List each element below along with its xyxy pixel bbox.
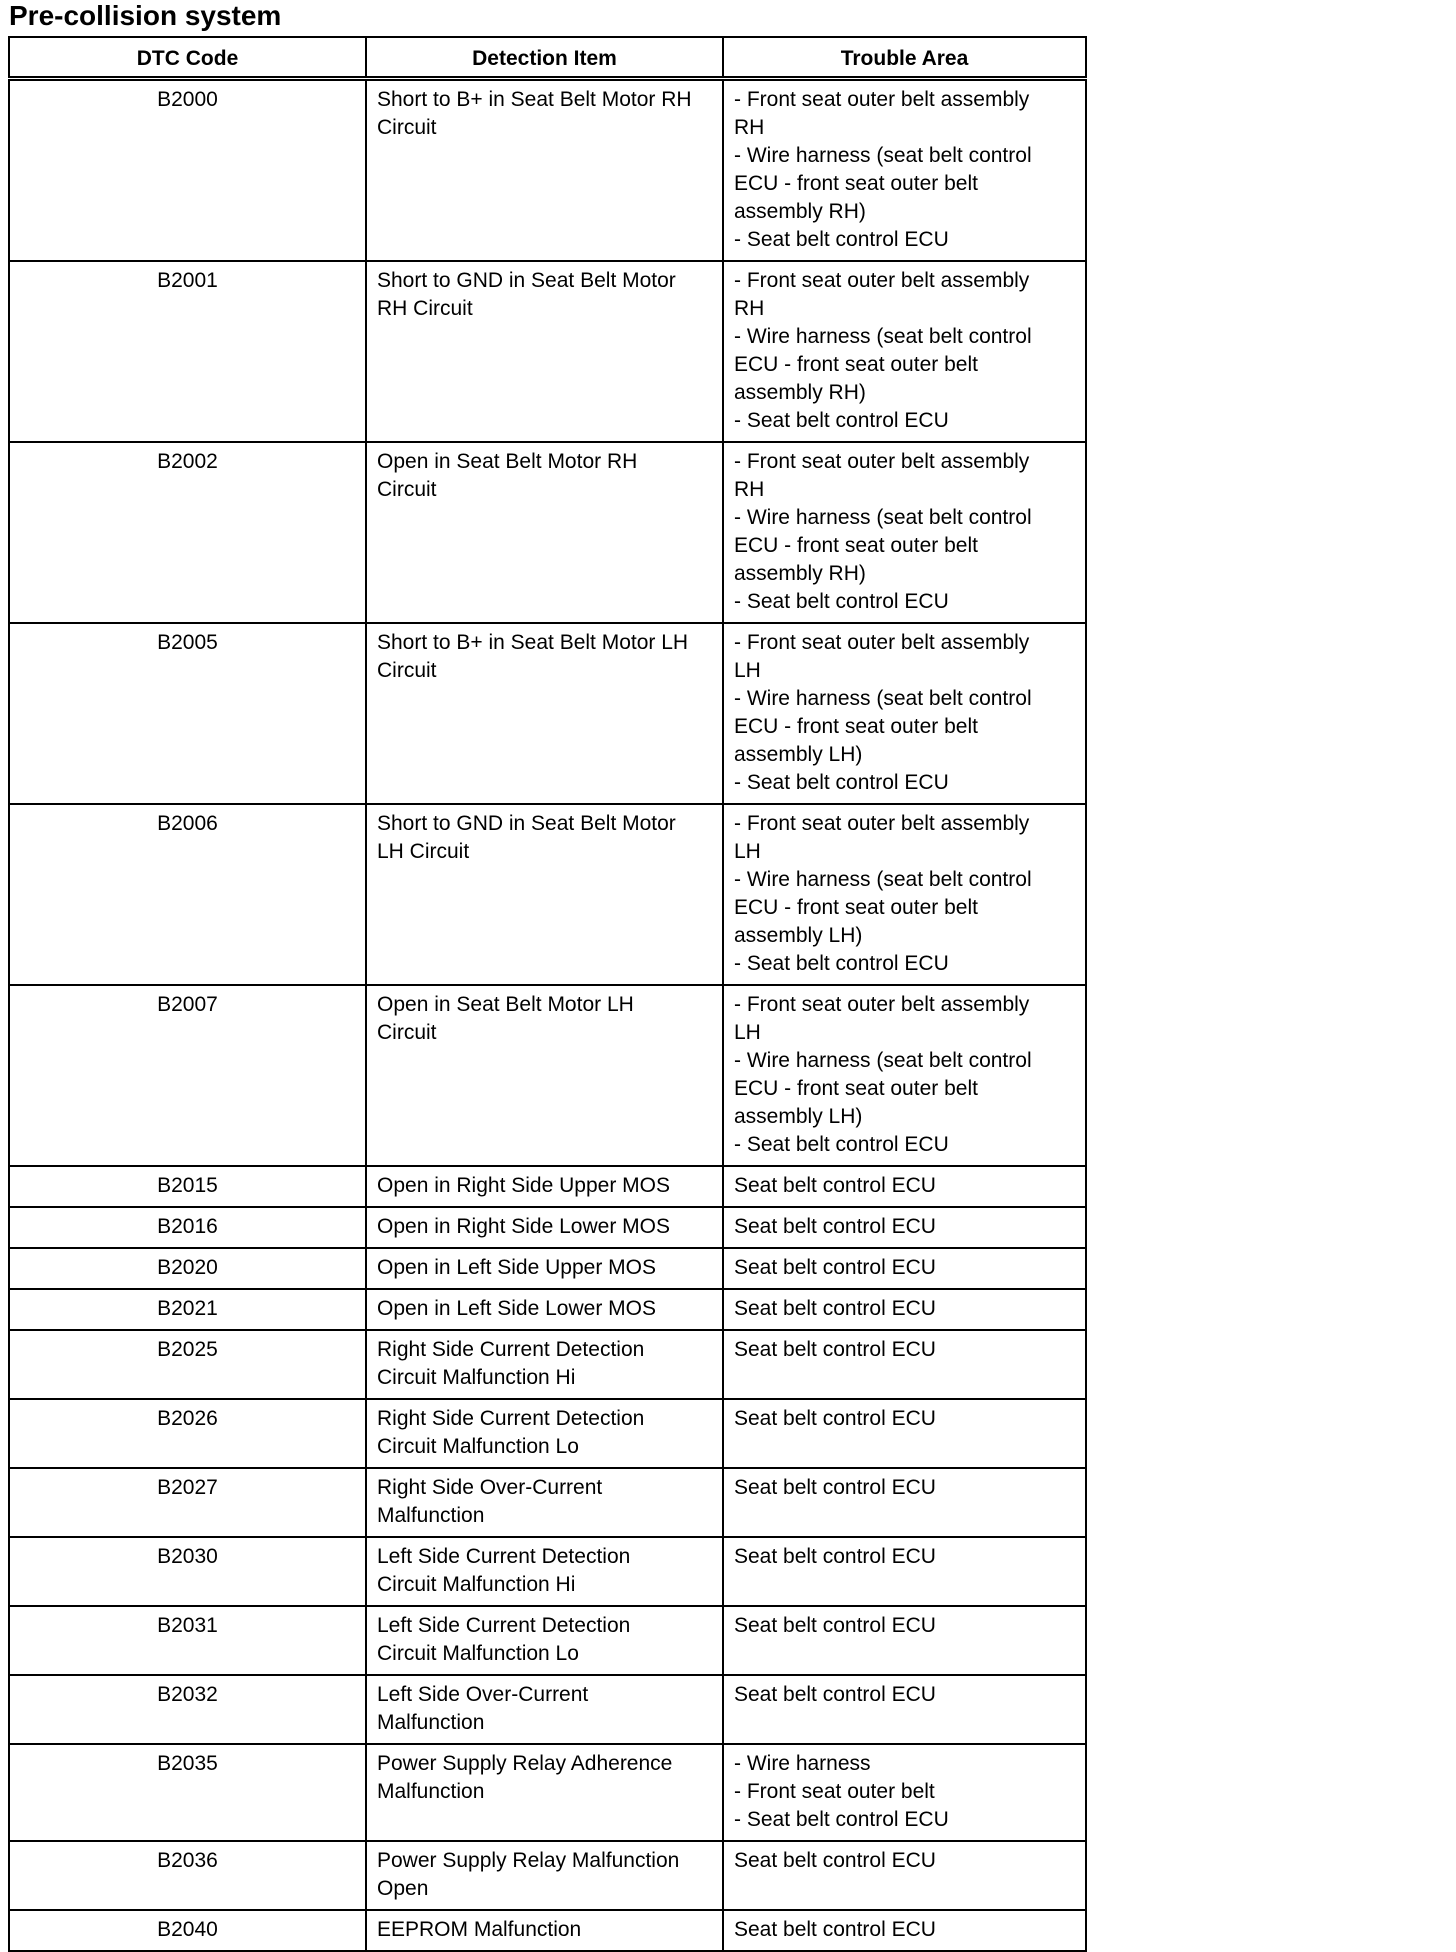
trouble-area-line: - Front seat outer belt assembly bbox=[734, 450, 1030, 473]
trouble-area-line: RH bbox=[734, 478, 765, 501]
table-row bbox=[9, 1606, 1086, 1675]
header-row bbox=[9, 37, 1086, 79]
dtc-code-cell: B2027 bbox=[9, 1468, 366, 1537]
trouble-area-line: ECU - front seat outer belt bbox=[734, 1077, 978, 1100]
detection-item-cell bbox=[366, 1841, 723, 1910]
detection-item-line: Right Side Current Detection bbox=[377, 1338, 645, 1361]
detection-item-line: Open bbox=[377, 1877, 429, 1900]
trouble-area-line: Seat belt control ECU bbox=[734, 1614, 936, 1637]
trouble-area-line: - Seat belt control ECU bbox=[734, 228, 949, 251]
detection-item-cell bbox=[366, 1330, 723, 1399]
trouble-area-line: ECU - front seat outer belt bbox=[734, 534, 978, 557]
dtc-table bbox=[8, 36, 1087, 1952]
trouble-area-line: Seat belt control ECU bbox=[734, 1297, 936, 1320]
trouble-area-line: - Front seat outer belt assembly bbox=[734, 269, 1030, 292]
trouble-area-cell bbox=[723, 1207, 1086, 1248]
trouble-area-cell bbox=[723, 985, 1086, 1166]
trouble-area-line: - Wire harness (seat belt control bbox=[734, 1049, 1032, 1072]
trouble-area-line: - Seat belt control ECU bbox=[734, 590, 949, 613]
trouble-area-line: assembly RH) bbox=[734, 381, 866, 404]
dtc-code-cell: B2025 bbox=[9, 1330, 366, 1399]
header-trouble-area: Trouble Area bbox=[723, 37, 1086, 79]
detection-item-cell bbox=[366, 1207, 723, 1248]
trouble-area-line: - Seat belt control ECU bbox=[734, 1133, 949, 1156]
trouble-area-line: RH bbox=[734, 116, 765, 139]
trouble-area-line: - Front seat outer belt assembly bbox=[734, 88, 1030, 111]
table-row bbox=[9, 1399, 1086, 1468]
trouble-area-line: assembly LH) bbox=[734, 924, 863, 947]
trouble-area-line: - Front seat outer belt assembly bbox=[734, 993, 1030, 1016]
dtc-code-cell: B2020 bbox=[9, 1248, 366, 1289]
trouble-area-cell bbox=[723, 1248, 1086, 1289]
dtc-code-cell: B2016 bbox=[9, 1207, 366, 1248]
table-row bbox=[9, 985, 1086, 1166]
table-row bbox=[9, 1675, 1086, 1744]
trouble-area-line: Seat belt control ECU bbox=[734, 1683, 936, 1706]
detection-item-line: RH Circuit bbox=[377, 297, 473, 320]
trouble-area-line: Seat belt control ECU bbox=[734, 1849, 936, 1872]
trouble-area-line: - Wire harness (seat belt control bbox=[734, 868, 1032, 891]
trouble-area-line: ECU - front seat outer belt bbox=[734, 896, 978, 919]
detection-item-line: Open in Left Side Upper MOS bbox=[377, 1256, 656, 1279]
table-row bbox=[9, 1841, 1086, 1910]
table-row bbox=[9, 804, 1086, 985]
detection-item-line: Malfunction bbox=[377, 1780, 485, 1803]
trouble-area-cell bbox=[723, 1289, 1086, 1330]
detection-item-line: Circuit bbox=[377, 1021, 437, 1044]
detection-item-cell bbox=[366, 1289, 723, 1330]
trouble-area-line: - Wire harness (seat belt control bbox=[734, 506, 1032, 529]
trouble-area-line: - Seat belt control ECU bbox=[734, 771, 949, 794]
trouble-area-cell bbox=[723, 1744, 1086, 1841]
detection-item-cell bbox=[366, 79, 723, 262]
trouble-area-cell bbox=[723, 442, 1086, 623]
trouble-area-line: LH bbox=[734, 840, 761, 863]
table-row bbox=[9, 623, 1086, 804]
dtc-code-cell: B2005 bbox=[9, 623, 366, 804]
trouble-area-line: - Wire harness (seat belt control bbox=[734, 687, 1032, 710]
detection-item-cell bbox=[366, 1399, 723, 1468]
trouble-area-line: LH bbox=[734, 1021, 761, 1044]
detection-item-cell bbox=[366, 985, 723, 1166]
dtc-code-cell: B2040 bbox=[9, 1910, 366, 1951]
header-detection-item: Detection Item bbox=[366, 37, 723, 79]
trouble-area-cell bbox=[723, 1675, 1086, 1744]
detection-item-line: Short to B+ in Seat Belt Motor LH bbox=[377, 631, 689, 654]
trouble-area-cell bbox=[723, 261, 1086, 442]
detection-item-line: Open in Seat Belt Motor RH bbox=[377, 450, 638, 473]
detection-item-cell bbox=[366, 1248, 723, 1289]
detection-item-line: Left Side Current Detection bbox=[377, 1545, 631, 1568]
detection-item-cell bbox=[366, 1537, 723, 1606]
detection-item-cell bbox=[366, 1468, 723, 1537]
trouble-area-line: assembly LH) bbox=[734, 1105, 863, 1128]
detection-item-cell bbox=[366, 623, 723, 804]
trouble-area-cell bbox=[723, 1537, 1086, 1606]
detection-item-line: Circuit Malfunction Hi bbox=[377, 1573, 576, 1596]
trouble-area-cell bbox=[723, 1330, 1086, 1399]
dtc-code-cell: B2026 bbox=[9, 1399, 366, 1468]
trouble-area-line: - Seat belt control ECU bbox=[734, 1808, 949, 1831]
trouble-area-line: Seat belt control ECU bbox=[734, 1338, 936, 1361]
trouble-area-line: - Seat belt control ECU bbox=[734, 952, 949, 975]
detection-item-cell bbox=[366, 1675, 723, 1744]
trouble-area-line: - Wire harness (seat belt control bbox=[734, 144, 1032, 167]
trouble-area-cell bbox=[723, 1606, 1086, 1675]
trouble-area-line: - Front seat outer belt bbox=[734, 1780, 935, 1803]
detection-item-line: Open in Right Side Lower MOS bbox=[377, 1215, 670, 1238]
table-row bbox=[9, 1330, 1086, 1399]
table-row bbox=[9, 1166, 1086, 1207]
dtc-code-cell: B2007 bbox=[9, 985, 366, 1166]
trouble-area-line: - Seat belt control ECU bbox=[734, 409, 949, 432]
detection-item-cell bbox=[366, 442, 723, 623]
trouble-area-line: Seat belt control ECU bbox=[734, 1256, 936, 1279]
trouble-area-line: - Front seat outer belt assembly bbox=[734, 812, 1030, 835]
table-row bbox=[9, 79, 1086, 262]
table-row bbox=[9, 1289, 1086, 1330]
dtc-code-cell: B2032 bbox=[9, 1675, 366, 1744]
dtc-code-cell: B2006 bbox=[9, 804, 366, 985]
trouble-area-line: assembly LH) bbox=[734, 743, 863, 766]
table-row bbox=[9, 1468, 1086, 1537]
detection-item-line: Left Side Over-Current bbox=[377, 1683, 589, 1706]
detection-item-line: Circuit Malfunction Hi bbox=[377, 1366, 576, 1389]
trouble-area-line: Seat belt control ECU bbox=[734, 1918, 936, 1941]
trouble-area-line: Seat belt control ECU bbox=[734, 1174, 936, 1197]
table-row bbox=[9, 1248, 1086, 1289]
detection-item-line: Right Side Over-Current bbox=[377, 1476, 603, 1499]
trouble-area-line: - Front seat outer belt assembly bbox=[734, 631, 1030, 654]
detection-item-line: Open in Seat Belt Motor LH bbox=[377, 993, 634, 1016]
trouble-area-line: ECU - front seat outer belt bbox=[734, 172, 978, 195]
table-row bbox=[9, 1910, 1086, 1951]
trouble-area-cell bbox=[723, 1910, 1086, 1951]
trouble-area-cell bbox=[723, 1841, 1086, 1910]
dtc-code-cell: B2036 bbox=[9, 1841, 366, 1910]
trouble-area-line: - Wire harness bbox=[734, 1752, 871, 1775]
detection-item-line: Circuit bbox=[377, 116, 437, 139]
dtc-code-cell: B2031 bbox=[9, 1606, 366, 1675]
trouble-area-line: RH bbox=[734, 297, 765, 320]
trouble-area-line: - Wire harness (seat belt control bbox=[734, 325, 1032, 348]
detection-item-line: Power Supply Relay Malfunction bbox=[377, 1849, 680, 1872]
detection-item-cell bbox=[366, 261, 723, 442]
detection-item-line: Short to GND in Seat Belt Motor bbox=[377, 269, 676, 292]
table-row bbox=[9, 1744, 1086, 1841]
detection-item-line: Open in Left Side Lower MOS bbox=[377, 1297, 656, 1320]
table-body bbox=[9, 79, 1086, 1952]
detection-item-line: EEPROM Malfunction bbox=[377, 1918, 582, 1941]
detection-item-cell bbox=[366, 1744, 723, 1841]
detection-item-line: Circuit Malfunction Lo bbox=[377, 1435, 579, 1458]
trouble-area-cell bbox=[723, 79, 1086, 262]
dtc-code-cell: B2021 bbox=[9, 1289, 366, 1330]
detection-item-cell bbox=[366, 1910, 723, 1951]
trouble-area-cell bbox=[723, 804, 1086, 985]
detection-item-cell bbox=[366, 1606, 723, 1675]
trouble-area-line: Seat belt control ECU bbox=[734, 1476, 936, 1499]
table-row bbox=[9, 1537, 1086, 1606]
detection-item-line: Right Side Current Detection bbox=[377, 1407, 645, 1430]
dtc-code-cell: B2002 bbox=[9, 442, 366, 623]
dtc-code-cell: B2000 bbox=[9, 79, 366, 262]
detection-item-line: Left Side Current Detection bbox=[377, 1614, 631, 1637]
trouble-area-line: LH bbox=[734, 659, 761, 682]
trouble-area-line: Seat belt control ECU bbox=[734, 1407, 936, 1430]
detection-item-line: LH Circuit bbox=[377, 840, 470, 863]
detection-item-line: Open in Right Side Upper MOS bbox=[377, 1174, 670, 1197]
page-title: Pre-collision system bbox=[9, 0, 282, 31]
detection-item-line: Power Supply Relay Adherence bbox=[377, 1752, 673, 1775]
detection-item-line: Malfunction bbox=[377, 1504, 485, 1527]
trouble-area-line: assembly RH) bbox=[734, 200, 866, 223]
trouble-area-line: assembly RH) bbox=[734, 562, 866, 585]
detection-item-line: Short to B+ in Seat Belt Motor RH bbox=[377, 88, 692, 111]
trouble-area-line: ECU - front seat outer belt bbox=[734, 715, 978, 738]
dtc-code-cell: B2030 bbox=[9, 1537, 366, 1606]
trouble-area-line: Seat belt control ECU bbox=[734, 1545, 936, 1568]
detection-item-line: Malfunction bbox=[377, 1711, 485, 1734]
header-dtc-code: DTC Code bbox=[9, 37, 366, 79]
detection-item-cell bbox=[366, 804, 723, 985]
dtc-code-cell: B2035 bbox=[9, 1744, 366, 1841]
detection-item-line: Circuit bbox=[377, 478, 437, 501]
dtc-code-cell: B2015 bbox=[9, 1166, 366, 1207]
detection-item-line: Circuit Malfunction Lo bbox=[377, 1642, 579, 1665]
dtc-code-cell: B2001 bbox=[9, 261, 366, 442]
trouble-area-cell bbox=[723, 623, 1086, 804]
trouble-area-line: Seat belt control ECU bbox=[734, 1215, 936, 1238]
detection-item-line: Short to GND in Seat Belt Motor bbox=[377, 812, 676, 835]
trouble-area-line: ECU - front seat outer belt bbox=[734, 353, 978, 376]
trouble-area-cell bbox=[723, 1166, 1086, 1207]
table-row bbox=[9, 261, 1086, 442]
table-row bbox=[9, 1207, 1086, 1248]
table-header bbox=[9, 37, 1086, 79]
detection-item-cell bbox=[366, 1166, 723, 1207]
table-row bbox=[9, 442, 1086, 623]
detection-item-line: Circuit bbox=[377, 659, 437, 682]
trouble-area-cell bbox=[723, 1399, 1086, 1468]
trouble-area-cell bbox=[723, 1468, 1086, 1537]
